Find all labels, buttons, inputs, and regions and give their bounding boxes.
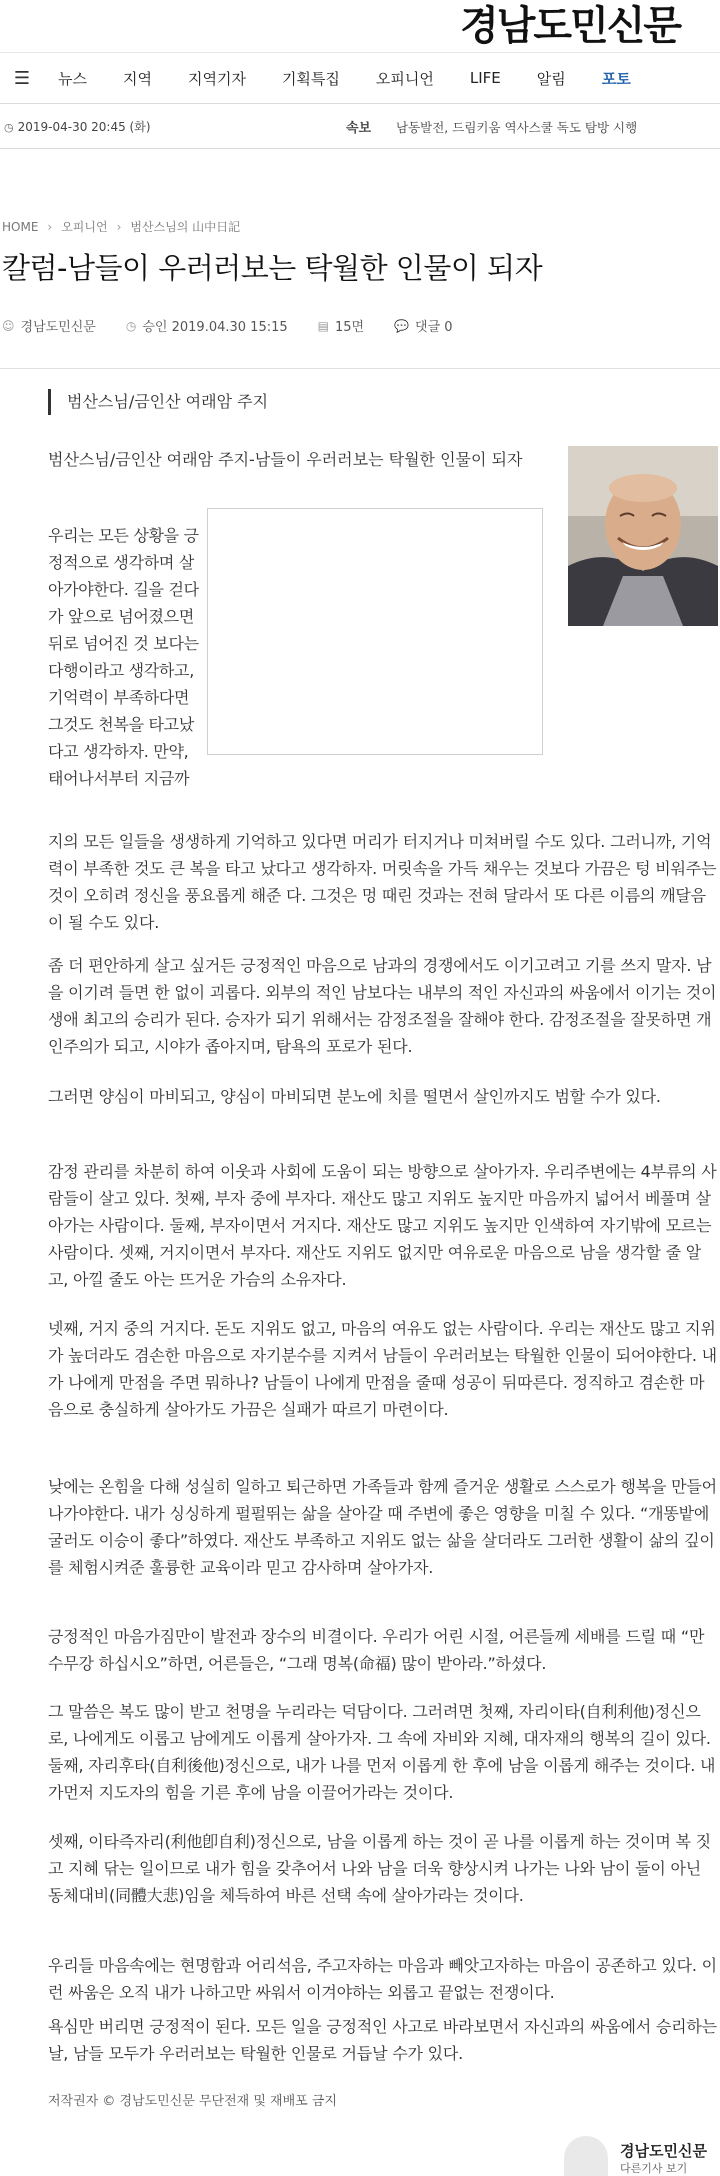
article-paragraph: 그 말씀은 복도 많이 받고 천명을 누리라는 덕담이다. 그러려면 첫째, 자리이타(自利利他)정신으로, 나에게도 이롭고 남에게도 이롭게 살아가자. 그 속에 자비와 지혜, 대자재의 행복의 길이 있다. 둘째, 자리후타(自利後他)정신으로, 내가 나를 먼저 이롭게 한 후에 남을 이롭게 해주는 것이다. 내가먼저 지도자의 힘을 기른 후에 남을 이끌어가라는 것이다.	[48, 1702, 716, 1802]
article-comments[interactable]: 댓글 0	[415, 320, 453, 335]
article-paragraph: 좀 더 편안하게 살고 싶거든 긍정적인 마음으로 남과의 경쟁에서도 이기고려고 기를 쓰지 말자. 남을 이기려 들면 한 없이 괴롭다. 외부의 적인 남보다는 내부의 적인 자신과의 싸움에서 이기는 것이 생애 최고의 승리가 된다. 승자가 되기 위해서는 감정조절을 잘해야 한다. 감정조절을 잘못하면 개인주의가 되고, 시야가 좁아지며, 탐욕의 포로가 된다.	[48, 956, 717, 1056]
article-approved: 승인 2019.04.30 15:15	[142, 320, 288, 335]
article-title: 칼럼-남들이 우러러보는 탁월한 인물이 되자	[2, 251, 543, 285]
nav-item-region[interactable]: 지역	[122, 69, 152, 88]
chevron-right-icon: ›	[47, 220, 53, 234]
article-paragraph: 욕심만 버리면 긍정적이 된다. 모든 일을 긍정적인 사고로 바라보면서 자신과의 싸움에서 승리하는 날, 남들 모두가 우러러보는 탁월한 인물로 거듭날 수가 있다.	[48, 2017, 717, 2063]
article-byline: 범산스님/금인산 여래암 주지	[48, 389, 268, 415]
copyright-notice: 저작권자 © 경남도민신문 무단전재 및 재배포 금지	[48, 2094, 337, 2109]
author-card-name: 경남도민신문	[620, 2142, 707, 2160]
article-paragraph: 넷째, 거지 중의 거지다. 돈도 지위도 없고, 마음의 여유도 없는 사람이다. 우리는 재산도 많고 지위가 높더라도 겸손한 마음으로 자기분수를 지켜서 남들이 우러러보는 탁월한 인물이 되어야한다. 내가 나에게 만점을 주면 뭐하나? 남들이 나에게 만점을 줄때 성공이 뒤따른다. 정직하고 겸손한 마음으로 충실하게 살아가도 가끔은 실패가 따르기 마련이다.	[48, 1319, 717, 1419]
date-text: 2019-04-30 20:45 (화)	[17, 120, 151, 134]
user-icon: ☺	[2, 318, 15, 333]
main-nav	[0, 53, 720, 104]
other-articles-link[interactable]: 다른기사 보기	[620, 2162, 688, 2175]
breadcrumb	[2, 218, 240, 235]
article-paragraph: 감정 관리를 차분히 하여 이웃과 사회에 도움이 되는 방향으로 살아가자. 우리주변에는 4부류의 사람들이 살고 있다. 첫째, 부자 중에 부자다. 재산도 많고 지위도 높지만 마음까지 넓어서 베풀며 살아가는 사람이다. 둘째, 부자이면서 거지다. 재산도 많고 지위도 높지만 인색하여 자기밖에 모르는 사람이다. 셋째, 거지이면서 부자다. 재산도 지위도 없지만 여유로운 마음으로 남을 생각할 줄 알고, 아낄 줄도 아는 뜨거운 가슴의 소유자다.	[48, 1162, 717, 1289]
article-paragraph: 긍정적인 마음가짐만이 발전과 장수의 비결이다. 우리가 어린 시절, 어른들께 세배를 드릴 때 “만수무강 하십시오”하면, 어른들은, “그래 명복(命福) 많이 받아라.”하셨다.	[48, 1627, 705, 1673]
nav-item-special[interactable]: 기획특집	[281, 69, 340, 88]
article-narrow-text: 우리는 모든 상황을 긍정적으로 생각하며 살아가야한다. 길을 걷다가 앞으로 넘어졌으면 뒤로 넘어진 것 보다는 다행이라고 생각하고, 기억력이 부족하다면 그것도 천복을 타고났다고 생각하자. 만약, 태어나서부터 지금까	[48, 526, 199, 788]
article-paragraph: 셋째, 이타즉자리(利他卽自利)정신으로, 남을 이롭게 하는 것이 곧 나를 이롭게 하는 것이며 복 짓고 지혜 닦는 일이므로 내가 힘을 갖추어서 나와 남을 더욱 향상시켜 나가는 나와 남이 둘이 아닌 동체대비(同體大悲)임을 체득하여 바른 선택 속에 살아가라는 것이다.	[48, 1832, 711, 1905]
news-ticker	[0, 104, 720, 149]
author-card[interactable]	[564, 2136, 720, 2176]
article-paragraph: 그러면 양심이 마비되고, 양심이 마비되면 분노에 치를 떨면서 살인까지도 범할 수가 있다.	[48, 1087, 661, 1106]
comment-icon: 💬	[394, 318, 410, 333]
article-lead: 범산스님/금인산 여래암 주지-남들이 우러러보는 탁월한 인물이 되자	[48, 450, 523, 469]
nav-item-photo[interactable]: 포토	[601, 69, 631, 88]
ad-placeholder[interactable]	[207, 508, 543, 755]
breadcrumb-section[interactable]: 범산스님의 山中日記	[130, 220, 241, 234]
nav-item-notice[interactable]: 알림	[536, 69, 566, 88]
article-source: 경남도민신문	[20, 320, 96, 335]
breadcrumb-home[interactable]: HOME	[2, 220, 39, 234]
current-date	[4, 118, 151, 135]
article-paragraph: 우리들 마음속에는 현명함과 어리석음, 주고자하는 마음과 빼앗고자하는 마음이 공존하고 있다. 이런 싸움은 오직 내가 나하고만 싸워서 이겨야하는 외롭고 끝없는 전쟁이다.	[48, 1956, 717, 2002]
article-meta	[2, 316, 453, 335]
clock-icon: ◷	[125, 318, 137, 333]
article-paragraph: 낮에는 온힘을 다해 성실히 일하고 퇴근하면 가족들과 함께 즐거운 생활로 스스로가 행복을 만들어 나가야한다. 내가 싱싱하게 펄펄뛰는 삶을 살아갈 때 주변에 좋은 영향을 미칠 수 있다. “개똥밭에 굴러도 이승이 좋다”하였다. 재산도 부족하고 지위도 없는 삶을 살더라도 그러한 생활이 삶의 깊이를 체험시켜준 훌륭한 교육이라 믿고 감사하며 살아가자.	[48, 1477, 717, 1577]
nav-item-news[interactable]: 뉴스	[58, 69, 87, 88]
breaking-label: 속보	[346, 121, 372, 136]
divider	[0, 368, 720, 369]
site-logo[interactable]: 경남도민신문	[460, 3, 680, 49]
chevron-right-icon: ›	[116, 220, 122, 234]
article-page: 15면	[334, 320, 365, 335]
page-icon: ▤	[317, 318, 329, 333]
breadcrumb-opinion[interactable]: 오피니언	[61, 220, 108, 234]
clock-icon: ◷	[4, 121, 14, 134]
menu-icon[interactable]: ☰	[13, 67, 31, 89]
avatar	[564, 2136, 608, 2176]
article-paragraph: 지의 모든 일들을 생생하게 기억하고 있다면 머리가 터지거나 미쳐버릴 수도 있다. 그러니까, 기억력이 부족한 것도 큰 복을 타고 났다고 생각하자. 머릿속을 가득 채우는 것보다 가끔은 텅 비워주는 것이 오히려 정신을 풍요롭게 해준 다. 그것은 멍 때린 것과는 전혀 달라서 또 다른 이름의 깨달음이 될 수도 있다.	[48, 832, 717, 932]
site-header	[0, 0, 720, 53]
nav-item-region-reporter[interactable]: 지역기자	[187, 69, 246, 88]
nav-item-life[interactable]: LIFE	[469, 69, 501, 87]
breaking-headline[interactable]: 남동발전, 드림키움 역사스쿨 독도 탐방 시행	[396, 120, 638, 135]
nav-item-opinion[interactable]: 오피니언	[375, 69, 434, 88]
author-photo	[568, 446, 718, 626]
